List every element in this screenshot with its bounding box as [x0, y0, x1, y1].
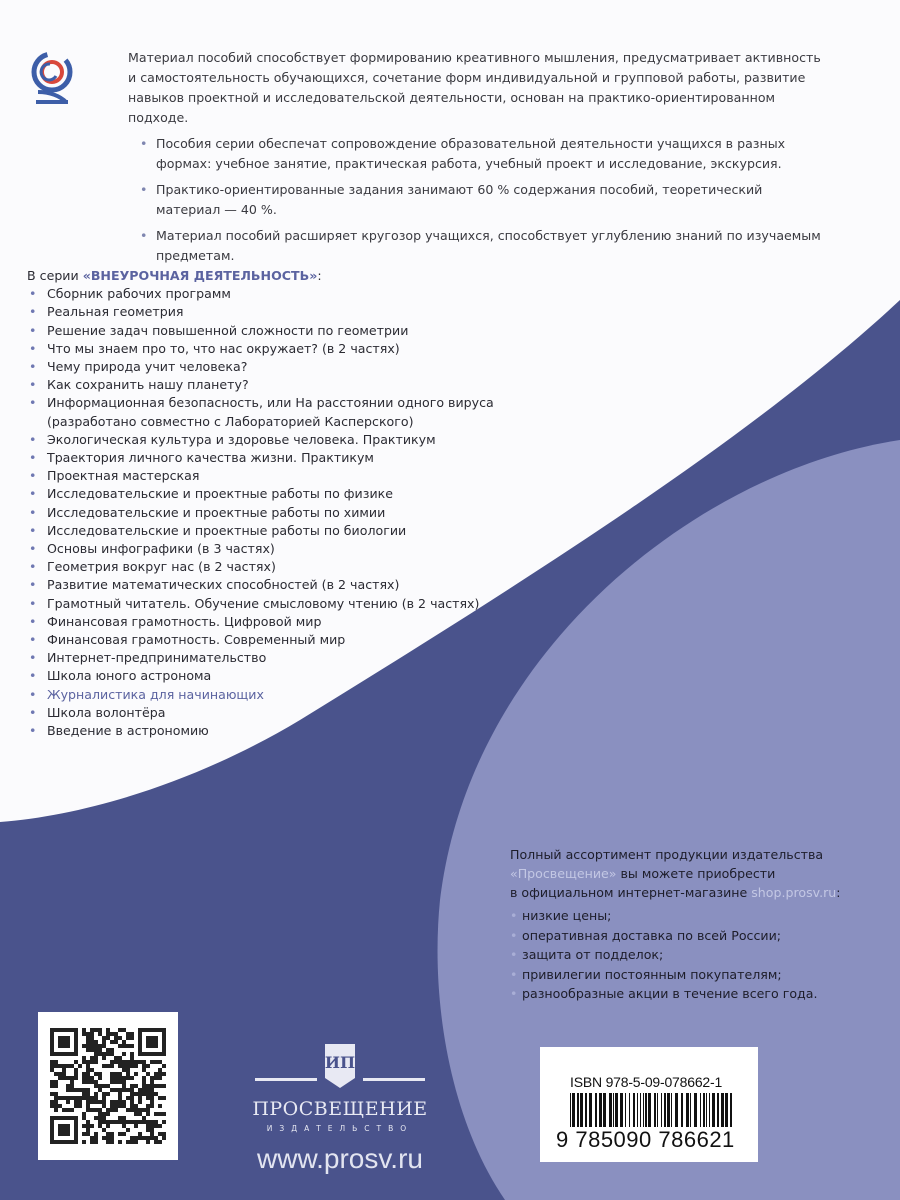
series-item: • Проектная мастерская	[27, 467, 494, 485]
series-name: «ВНЕУРОЧНАЯ ДЕЯТЕЛЬНОСТЬ»	[82, 268, 318, 283]
series-item: • Исследовательские и проектные работы по химии	[27, 504, 494, 522]
series-item: • Решение задач повышенной сложности по геометрии	[27, 322, 494, 340]
shop-line-2	[510, 864, 841, 883]
publisher-name: ПРОСВЕЩЕНИЕ	[252, 1098, 428, 1120]
series-item: • Финансовая грамотность. Цифровой мир	[27, 613, 494, 631]
series-item: • Чему природа учит человека?	[27, 358, 494, 376]
series-item: • Геометрия вокруг нас (в 2 частях)	[27, 558, 494, 576]
shop-bullet: • низкие цены;	[510, 906, 841, 926]
series-item: • Школа юного астронома	[27, 667, 494, 685]
qr-finder	[58, 1124, 70, 1136]
publisher-logo	[245, 1040, 435, 1175]
publisher-url-link[interactable]: www.prosv.ru	[257, 1143, 423, 1174]
series-heading-suffix: :	[317, 268, 322, 283]
qr-code[interactable]	[38, 1012, 178, 1160]
intro-block	[128, 48, 828, 272]
series-item: • Основы инфографики (в 3 частях)	[27, 540, 494, 558]
qr-code-pattern	[38, 1012, 178, 1160]
qr-finder	[58, 1036, 70, 1048]
series-item: • Что мы знаем про то, что нас окружает? (в 2 частях)	[27, 340, 494, 358]
publisher-shield-icon	[245, 1040, 435, 1090]
series-item: • Исследовательские и проектные работы по физике	[27, 485, 494, 503]
shop-bullet: • привилегии постоянным покупателям;	[510, 965, 841, 985]
intro-bullets	[128, 134, 828, 266]
series-item: • Грамотный читатель. Обучение смысловому чтению (в 2 частях)	[27, 595, 494, 613]
shop-line-1: Полный ассортимент продукции издательства	[510, 847, 824, 862]
fgos-logo-icon	[30, 48, 74, 110]
series-item: • Сборник рабочих программ	[27, 285, 494, 303]
barcode-digits: 9 785090 786621	[556, 1127, 735, 1152]
series-heading-prefix: В серии	[27, 268, 83, 283]
shop-colon: :	[836, 885, 841, 900]
intro-bullet: • Материал пособий расширяет кругозор учащихся, способствует углублению знаний по изучаемым предметам.	[156, 226, 828, 266]
shop-block	[510, 845, 841, 1004]
shop-bullet: • разнообразные акции в течение всего года.	[510, 984, 841, 1004]
series-item: • Информационная безопасность, или На расстоянии одного вируса	[27, 394, 494, 412]
series-item: • Экологическая культура и здоровье человека. Практикум	[27, 431, 494, 449]
series-item: • Реальная геометрия	[27, 303, 494, 321]
brand-name: «Просвещение»	[510, 866, 617, 881]
series-list-block	[27, 267, 494, 740]
shop-line-2-text: вы можете приобрести	[616, 866, 776, 881]
publisher-subtitle: ИЗДАТЕЛЬСТВО	[266, 1124, 414, 1133]
series-item: • Журналистика для начинающих	[27, 686, 494, 704]
series-item: • Исследовательские и проектные работы по биологии	[27, 522, 494, 540]
intro-bullet: • Пособия серии обеспечат сопровождение образовательной деятельности учащихся в разных формах: учебное занятие, практическая работа, учебный проект и исследование, экскурсия.	[156, 134, 828, 174]
series-item: • Финансовая грамотность. Современный мир	[27, 631, 494, 649]
series-item-note: (разработано совместно с Лабораторией Касперского)	[47, 413, 414, 429]
isbn-label: ISBN 978-5-09-078662-1	[570, 1074, 723, 1090]
shop-bullet: • защита от подделок;	[510, 945, 841, 965]
series-list	[27, 285, 494, 740]
shop-bullets	[510, 906, 841, 1004]
series-item: • Как сохранить нашу планету?	[27, 376, 494, 394]
series-item: • Развитие математических способностей (в 2 частях)	[27, 576, 494, 594]
series-item: • Введение в астрономию	[27, 722, 494, 740]
intro-paragraph: Материал пособий способствует формированию креативного мышления, предусматривает активность и самостоятельность обучающихся, сочетание форм индивидуальной и групповой работы, развитие навыков проектной и исследовательской деятельности, основан на практико-ориентированном подходе.	[128, 50, 821, 125]
series-item: • Школа волонтёра	[27, 704, 494, 722]
svg-text:ИП: ИП	[324, 1053, 356, 1072]
qr-finder	[146, 1036, 158, 1048]
shop-line-3	[510, 883, 841, 902]
isbn-barcode	[540, 1047, 758, 1162]
intro-bullet: • Практико-ориентированные задания занимают 60 % содержания пособий, теоретический материал — 40 %.	[156, 180, 828, 220]
shop-url-link[interactable]: shop.prosv.ru	[751, 885, 837, 900]
shop-bullet: • оперативная доставка по всей России;	[510, 926, 841, 946]
series-heading	[27, 267, 494, 285]
shop-line-3-text: в официальном интернет-магазине	[510, 885, 752, 900]
series-item: • Интернет-предпринимательство	[27, 649, 494, 667]
series-item: • Траектория личного качества жизни. Практикум	[27, 449, 494, 467]
